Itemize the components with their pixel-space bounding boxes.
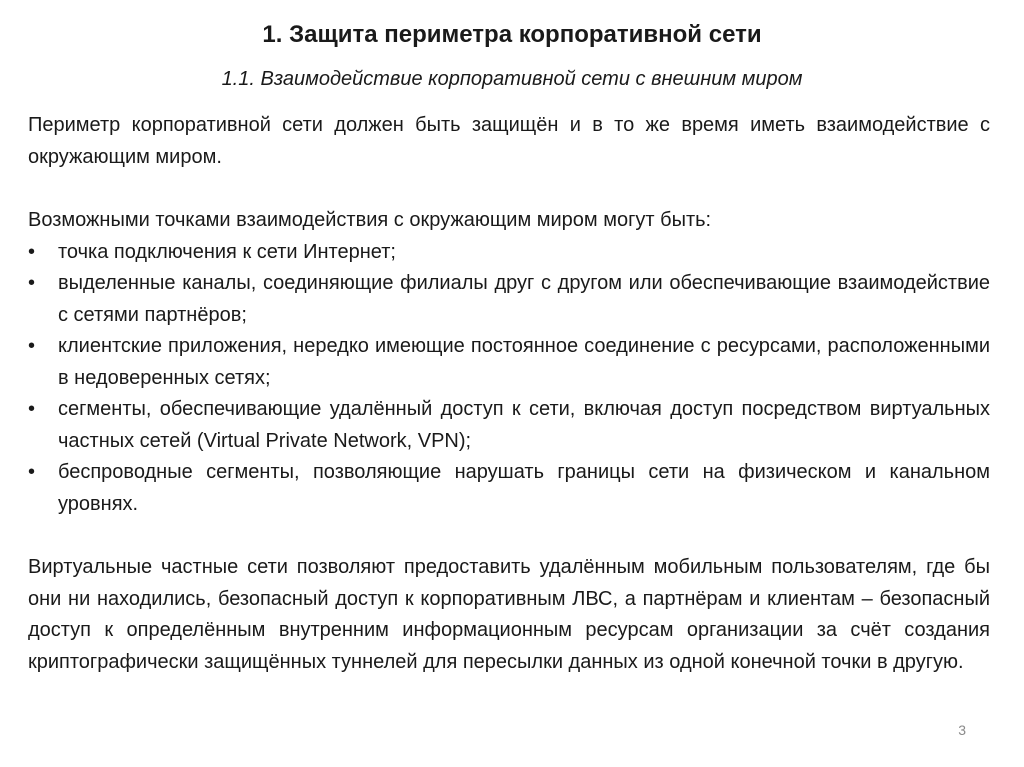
bullet-icon: • xyxy=(28,335,36,357)
spacer xyxy=(28,173,990,205)
list-item-text: сегменты, обеспечивающие удалённый доступ к сети, включая доступ посредством виртуальных частных сетей (Virtual Private Network, VPN); xyxy=(58,398,990,452)
list-intro: Возможными точками взаимодействия с окружающим миром могут быть: xyxy=(28,209,712,231)
bullet-icon: • xyxy=(28,240,36,263)
bullet-icon: • xyxy=(28,398,36,420)
list-item xyxy=(28,268,990,331)
bullet-icon: • xyxy=(28,272,36,294)
bullet-icon: • xyxy=(28,461,36,483)
vpn-paragraph: Виртуальные частные сети позволяют предоставить удалённым мобильным пользователям, где бы они ни находились, безопасный доступ к корпоративным ЛВС, а партнёрам и клиентам – безопасный доступ к определённым внутренним информационным ресурсам организации за счёт создания криптографически защищённых туннелей для пересылки данных из одной конечной точки в другую. xyxy=(28,556,990,673)
list-item xyxy=(28,394,990,457)
slide-subtitle: 1.1. Взаимодействие корпоративной сети с внешним миром xyxy=(221,68,803,90)
intro-paragraph: Периметр корпоративной сети должен быть защищён и в то же время иметь взаимодействие с окружающим миром. xyxy=(28,114,990,168)
slide-title: 1. Защита периметра корпоративной сети xyxy=(262,21,762,48)
spacer xyxy=(28,520,990,552)
list-item-text: беспроводные сегменты, позволяющие нарушать границы сети на физическом и канальном уровнях. xyxy=(58,461,990,515)
list-item-text: выделенные каналы, соединяющие филиалы друг с другом или обеспечивающие взаимодействие с сетями партнёров; xyxy=(58,272,990,326)
page-number: 3 xyxy=(958,722,966,738)
list-item-text: точка подключения к сети Интернет; xyxy=(58,240,396,263)
list-item-text: клиентские приложения, нередко имеющие постоянное соединение с ресурсами, расположенными в недоверенных сетях; xyxy=(58,335,990,389)
list-item xyxy=(28,457,990,520)
list-item xyxy=(28,237,990,269)
slide-content xyxy=(28,110,990,678)
list-item xyxy=(28,331,990,394)
bullet-list xyxy=(28,237,990,521)
